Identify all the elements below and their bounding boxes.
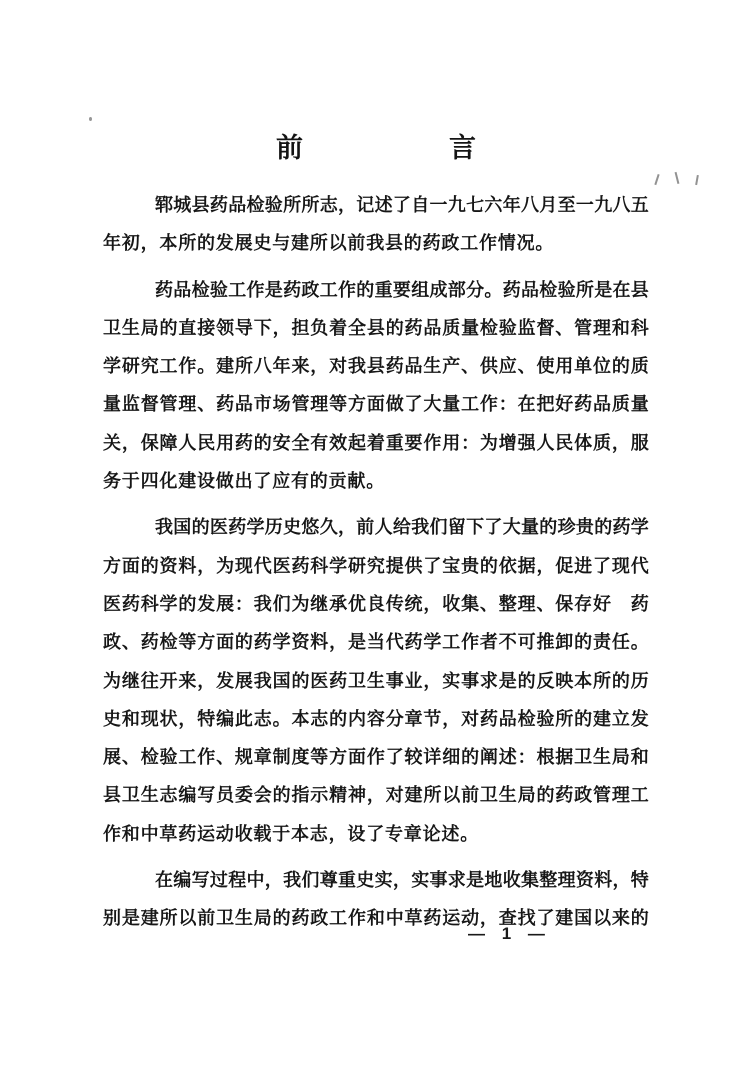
- paragraph: [103, 508, 649, 853]
- paragraph: [103, 186, 649, 263]
- handwriting-stroke: [695, 175, 698, 185]
- text-block: [103, 131, 649, 938]
- text-line: 县卫生志编写员委会的指示精神，对建所以前卫生局的药政管理工: [103, 785, 649, 806]
- text-line: 年初，本所的发展史与建所以前我县的药政工作情况。: [103, 233, 555, 254]
- page-number: — 1 —: [468, 924, 551, 943]
- text-line: 郓城县药品检验所所志，记述了自一九七六年八月至一九八五: [155, 195, 650, 215]
- text-line: 别是建所以前卫生局的药政工作和中草药运动，查找了建国以来的: [103, 908, 649, 929]
- paragraph: [103, 861, 649, 938]
- text-line: 在编写过程中，我们尊重史实，实事求是地收集整理资料，特: [155, 870, 650, 891]
- text-line: 展、检验工作、规章制度等方面作了较详细的阐述：根据卫生局和: [103, 747, 649, 768]
- text-line: 我国的医药学历史悠久，前人给我们留下了大量的珍贵的药学: [155, 517, 650, 538]
- handwriting-stroke: [654, 174, 659, 185]
- paragraph: [103, 271, 649, 501]
- scan-speck-artifact: [89, 117, 92, 121]
- text-line: 作和中草药运动收载于本志，设了专章论述。: [103, 823, 479, 844]
- paragraphs-container: [103, 186, 649, 938]
- text-line: 务于四化建设做出了应有的贡献。: [103, 471, 385, 492]
- text-line: 为继往开来，发展我国的医药卫生事业，实事求是的反映本所的历: [103, 670, 649, 691]
- text-line: 学研究工作。建所八年来，对我县药品生产、供应、使用单位的质: [103, 356, 649, 377]
- page-title: [103, 131, 649, 165]
- text-line: 史和现状，特编此志。本志的内容分章节，对药品检验所的建立发: [103, 708, 649, 729]
- text-line: 量监督管理、药品市场管理等方面做了大量工作：在把好药品质量: [103, 394, 649, 415]
- text-line: 医药科学的发展：我们为继承优良传统，收集、整理、保存好 药: [103, 593, 649, 614]
- text-line: 卫生局的直接领导下，担负着全县的药品质量检验监督、管理和科: [103, 317, 649, 338]
- text-line: 关，保障人民用药的安全有效起着重要作用：为增强人民体质，服: [103, 432, 649, 453]
- text-line: 药品检验工作是药政工作的重要组成部分。药品检验所是在县: [155, 279, 650, 300]
- text-line: 方面的资料，为现代医药科学研究提供了宝贵的依据，促进了现代: [103, 555, 649, 576]
- handwriting-stroke: [675, 172, 679, 184]
- title-char-yan: 言: [449, 133, 476, 163]
- handwriting-artifact: [652, 171, 712, 193]
- text-line: 政、药检等方面的药学资料，是当代药学工作者不可推卸的责任。: [103, 632, 649, 653]
- title-char-qian: 前: [276, 133, 303, 163]
